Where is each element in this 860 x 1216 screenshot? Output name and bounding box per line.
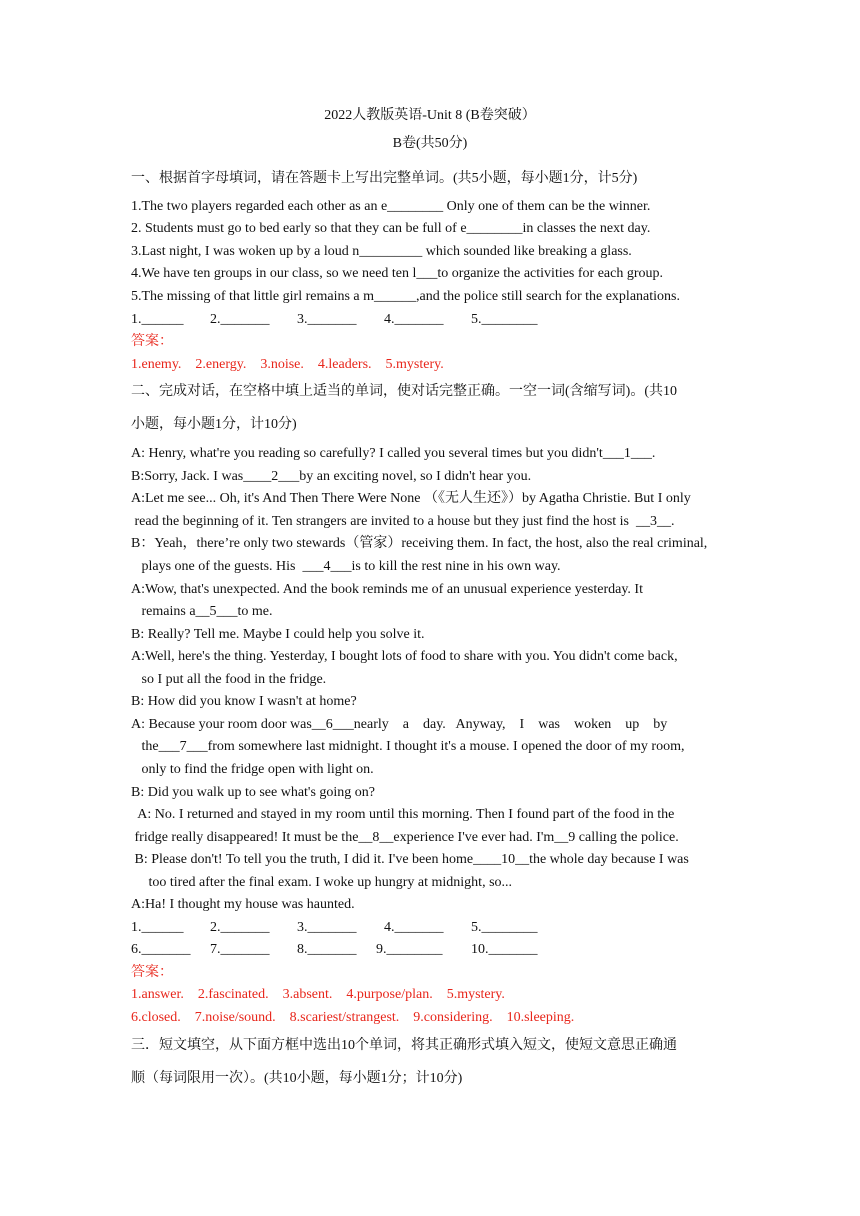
section1-item: 2. Students must go to bed early so that they can be full of e________in classes the next day. (131, 221, 651, 236)
dialogue-line: read the beginning of it. Ten strangers are invited to a house but they just find the host is __3__. (131, 514, 675, 529)
dialogue-line: B：Yeah，there’re only two stewards（管家）receiving them. In fact, the host, also the real criminal, (131, 536, 708, 551)
section2-answers: 6.closed. 7.noise/sound. 8.scariest/strangest. 9.considering. 10.sleeping. (131, 1010, 575, 1025)
dialogue-line: A:Well, here's the thing. Yesterday, I bought lots of food to share with you. You didn't come back, (131, 649, 678, 664)
answer-blank: 1.______ (131, 920, 184, 935)
dialogue-line: B: Please don't! To tell you the truth, I did it. I've been home____10__the whole day because I was (131, 852, 689, 867)
answer-blank: 10._______ (471, 942, 538, 957)
dialogue-line: B: How did you know I wasn't at home? (131, 694, 357, 709)
dialogue-line: A:Let me see... Oh, it's And Then There Were None （《无人生还》）by Agatha Christie. But I only (131, 491, 691, 506)
section1-item: 3.Last night, I was woken up by a loud n_________ which sounded like breaking a glass. (131, 244, 632, 259)
answer-blank: 5.________ (471, 312, 538, 327)
dialogue-line: only to find the fridge open with light on. (131, 762, 374, 777)
section1-heading: 一、根据首字母填词，请在答题卡上写出完整单词。(共5小题，每小题1分，计5分) (131, 171, 638, 186)
answer-label: 答案： (131, 334, 173, 349)
section1-blank-row (131, 310, 538, 330)
section3-heading-cont: 顺（每词限用一次）。(共10小题，每小题1分；计10分) (131, 1071, 463, 1086)
dialogue-line: too tired after the final exam. I woke up hungry at midnight, so... (131, 875, 513, 890)
dialogue-line: A: No. I returned and stayed in my room until this morning. Then I found part of the food in the (131, 807, 675, 822)
dialogue-line: fridge really disappeared! It must be the__8__experience I've ever had. I'm__9 calling the police. (131, 830, 679, 845)
dialogue-line: A:Wow, that's unexpected. And the book reminds me of an unusual experience yesterday. It (131, 582, 643, 597)
section3-heading: 三．短文填空，从下面方框中选出10个单词，将其正确形式填入短文，使短文意思正确通 (131, 1038, 677, 1053)
dialogue-line: so I put all the food in the fridge. (131, 672, 327, 687)
answer-blank: 8._______ (297, 942, 357, 957)
section1-item: 1.The two players regarded each other as an e________ Only one of them can be the winner. (131, 199, 651, 214)
answer-blank: 2._______ (210, 920, 270, 935)
section1-item: 4.We have ten groups in our class, so we need ten l___to organize the activities for each group. (131, 266, 664, 281)
document-subtitle: B卷(共50分) (392, 136, 468, 151)
section1-answers: 1.enemy. 2.energy. 3.noise. 4.leaders. 5.mystery. (131, 357, 444, 372)
answer-blank: 1.______ (131, 312, 184, 327)
dialogue-line: A:Ha! I thought my house was haunted. (131, 897, 355, 912)
section2-blank-row (131, 940, 538, 960)
dialogue-line: B: Did you walk up to see what's going on? (131, 785, 375, 800)
document-title: 2022人教版英语-Unit 8 (B卷突破） (324, 108, 536, 123)
answer-blank: 5.________ (471, 920, 538, 935)
dialogue-line: B:Sorry, Jack. I was____2___by an exciting novel, so I didn't hear you. (131, 469, 532, 484)
section2-heading: 二、完成对话，在空格中填上适当的单词，使对话完整正确。一空一词(含缩写词)。(共10 (131, 384, 677, 399)
dialogue-line: B: Really? Tell me. Maybe I could help you solve it. (131, 627, 425, 642)
section2-blank-row (131, 918, 538, 938)
answer-blank: 3._______ (297, 920, 357, 935)
dialogue-line: remains a__5___to me. (131, 604, 273, 619)
dialogue-line: A: Henry, what're you reading so carefully? I called you several times but you didn't___1___. (131, 446, 656, 461)
dialogue-line: the___7___from somewhere last midnight. I thought it's a mouse. I opened the door of my room, (131, 739, 685, 754)
answer-label: 答案： (131, 965, 173, 980)
section2-heading-cont: 小题，每小题1分，计10分) (131, 417, 297, 432)
section1-item: 5.The missing of that little girl remains a m______,and the police still search for the explanations. (131, 289, 680, 304)
answer-blank: 2._______ (210, 312, 270, 327)
section2-answers: 1.answer. 2.fascinated. 3.absent. 4.purpose/plan. 5.mystery. (131, 987, 505, 1002)
dialogue-line: plays one of the guests. His ___4___is to kill the rest nine in his own way. (131, 559, 561, 574)
answer-blank: 9.________ (376, 942, 443, 957)
answer-blank: 7._______ (210, 942, 270, 957)
answer-blank: 6._______ (131, 942, 191, 957)
dialogue-line: A: Because your room door was__6___nearly a day. Anyway, I was woken up by (131, 717, 668, 732)
answer-blank: 3._______ (297, 312, 357, 327)
answer-blank: 4._______ (384, 312, 444, 327)
answer-blank: 4._______ (384, 920, 444, 935)
